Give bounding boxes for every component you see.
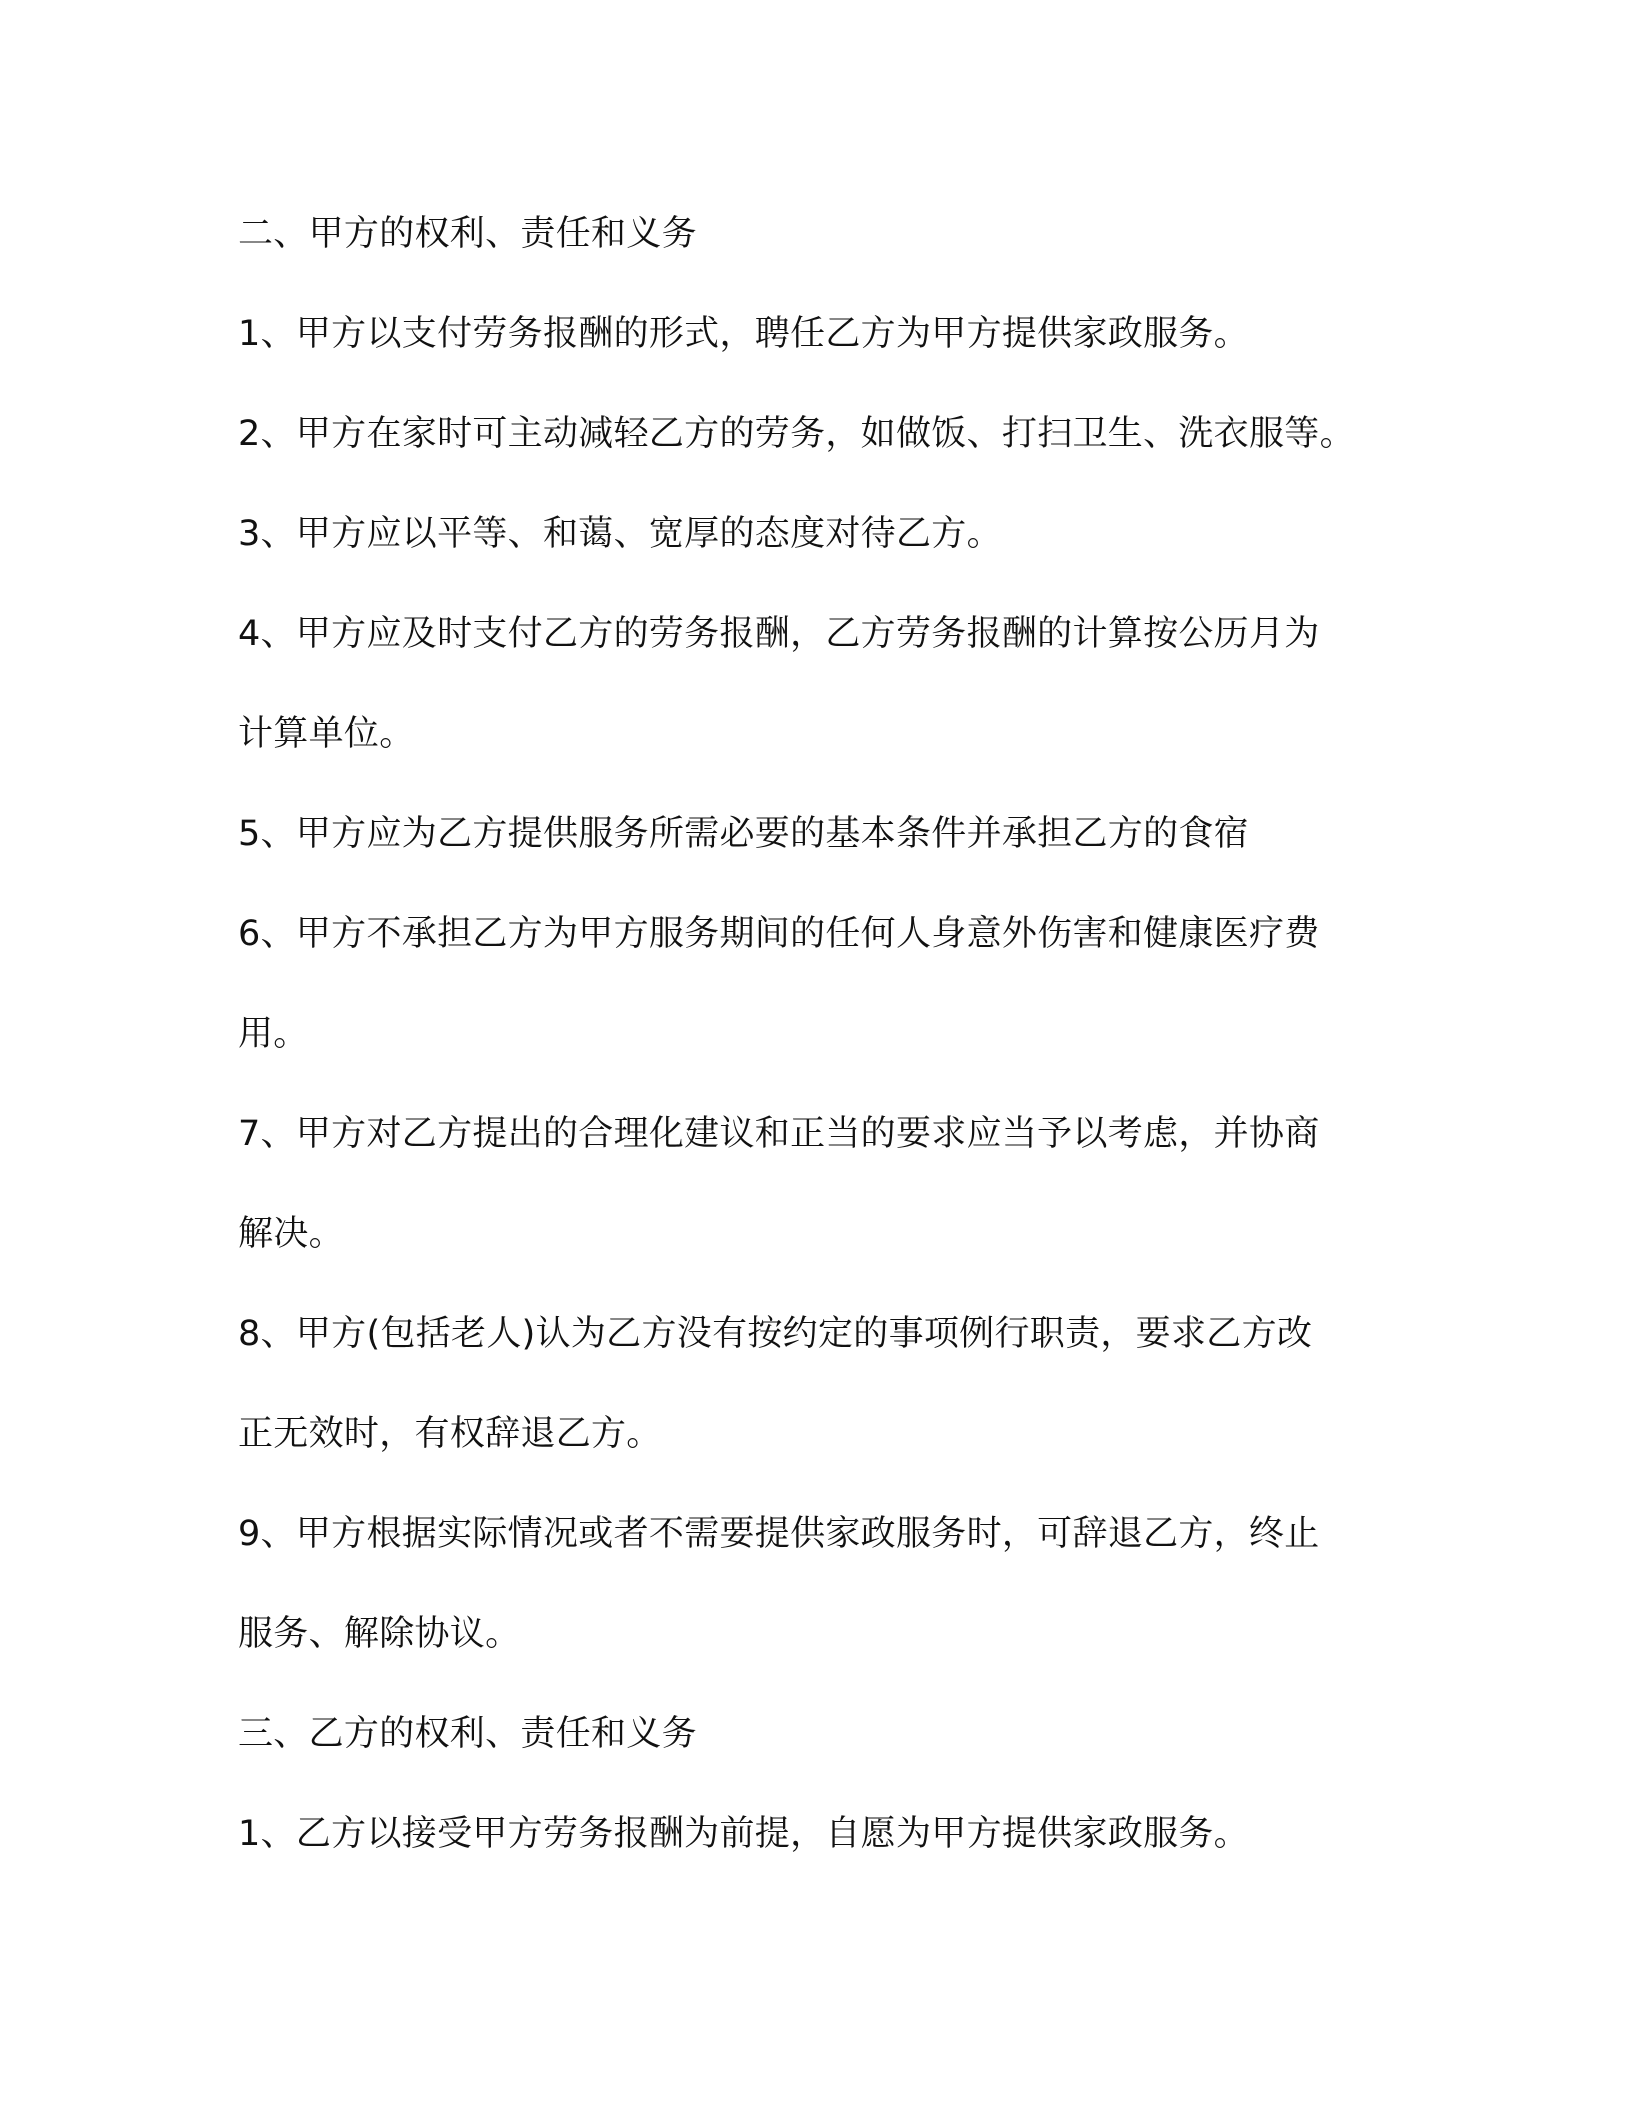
clause-text-continuation: 解决。 <box>238 1214 344 1254</box>
clause-text: 7、甲方对乙方提出的合理化建议和正当的要求应当予以考虑，并协商 <box>238 1114 1320 1154</box>
clause-text: 8、甲方(包括老人)认为乙方没有按约定的事项例行职责，要求乙方改 <box>238 1314 1313 1354</box>
clause-text-continuation: 正无效时，有权辞退乙方。 <box>238 1414 662 1454</box>
clause-text-continuation: 服务、解除协议。 <box>238 1614 521 1654</box>
clause-text: 3、甲方应以平等、和蔼、宽厚的态度对待乙方。 <box>238 514 1002 554</box>
clause-text: 1、乙方以接受甲方劳务报酬为前提，自愿为甲方提供家政服务。 <box>238 1814 1249 1854</box>
clause-text: 6、甲方不承担乙方为甲方服务期间的任何人身意外伤害和健康医疗费 <box>238 914 1320 954</box>
document-body <box>238 184 1418 1884</box>
clause-text-continuation: 用。 <box>238 1014 309 1054</box>
clause-text-continuation: 计算单位。 <box>238 714 415 754</box>
clause-text: 4、甲方应及时支付乙方的劳务报酬，乙方劳务报酬的计算按公历月为 <box>238 614 1320 654</box>
clause-text: 1、甲方以支付劳务报酬的形式，聘任乙方为甲方提供家政服务。 <box>238 314 1249 354</box>
section-heading: 三、乙方的权利、责任和义务 <box>238 1714 697 1754</box>
clause-text: 5、甲方应为乙方提供服务所需必要的基本条件并承担乙方的食宿 <box>238 814 1249 854</box>
clause-text: 2、甲方在家时可主动减轻乙方的劳务，如做饭、打扫卫生、洗衣服等。 <box>238 414 1355 454</box>
section-heading: 二、甲方的权利、责任和义务 <box>238 214 697 254</box>
clause-text: 9、甲方根据实际情况或者不需要提供家政服务时，可辞退乙方，终止 <box>238 1514 1320 1554</box>
